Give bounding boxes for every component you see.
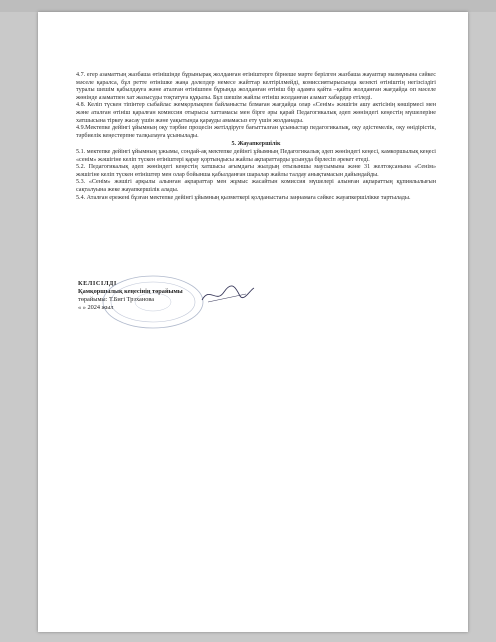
paragraph-4-8: 4.8. Келіп түскен тіпінтер сыбайлас жемқорлықпен байланысты блмаған жағдайда олар «Сенім» жәшігін ашу актісінің көшірмесі мен және аталған өтініш қаралған комиссия отырысы хаттамасы мен бірге әры қарай Педагогикалық әдеп жөніндегі кеңестің мүшелеріне хатшысына тіркеу жасау үшін және уақытында қарауды амамасыз ету үшін жолданады. bbox=[76, 102, 436, 124]
document-body bbox=[76, 72, 436, 202]
document-page bbox=[38, 12, 468, 632]
agreed-label: КЕЛІСІЛДІ bbox=[78, 280, 117, 287]
round-stamp-icon bbox=[98, 272, 208, 332]
paragraph-4-7: 4.7. егер азаматтың жазбаша өтінішінде бұрынырақ жолданған өтініштерге бірнеше мәрте берілген жазбаша жауаптар мазмұнына сәйкес мәселе қаралса, бұл ретте өтінішке жаңа дәлелдер немесе жайттар келтірілмейді, комиссиятырысында кезекті өтініштің негізсіздігі туралы шешім қабылдауға және аталған өтінішпен бұрында жолданған өтініш бір адамға қайта –қайта жолданған жағдайда оп мәселе жөнінде азаматпен хат жазысуды тоқтатуға құқылы. Бұл шешім жайлы өтініш жолданған азамат хабардар етіледі. bbox=[76, 72, 436, 101]
paragraph-4-9: 4.9.Мектепке дейінгі ұйымның оқу тәрбие процесін жетілдіруге бағытталған ұсыныстар педагогикалық, оқу әдістемелік, оқу өнідірістік, тәрбиелік кеңестерпне талқылауға ұсынылады. bbox=[76, 125, 436, 139]
signature-date: « » 2024 жыл bbox=[78, 304, 114, 311]
paragraph-5-1: 5.1. мектепке дейінгі ұйымның ұжымы, сондай-ақ мектепке дейінгі ұйымның Педагогикалық әдеп жөніндегі кеңесі, камкоршылық кеңесі «сенім» жәшігіне келіп түскен өтініштері қарау қортындысы жайлы ақпараттарды ұсынуда бірлесіп әрекет етеді. bbox=[76, 148, 436, 163]
signatory-name: төрайымы: Т.Бигі Трзханова bbox=[78, 296, 155, 303]
paragraph-5-3: 5.3. «Сенім» жәшігі арқылы алынған ақпараттар мен жұмыс жасайтын комиссия мүшелері алынған ақпараттың құпиялылығын сақталуына жеке жауапкершілік алады. bbox=[76, 179, 436, 193]
signatory-title: Қамқоршылық кеңесінің төрайымы bbox=[78, 288, 183, 295]
handwritten-signature-icon bbox=[198, 282, 258, 308]
viewer-toolbar-strip bbox=[0, 0, 496, 12]
paragraph-5-4: 5.4. Аталған ереженi бұзған мектепке дейінгі ұйымның қызметкері қолданыстағы заңнамаға сәйкес жауапкершілікке тартылады. bbox=[76, 194, 411, 201]
signature-block bbox=[78, 280, 298, 312]
section-title: 5. Жауапкершілік bbox=[231, 141, 281, 148]
paragraph-5-2: 5.2. Педагогикалық әдеп жөніндегі кеңестің хатшысы ағымдағы жылдың отызыншы маусымына және 31 желтоқсанына «Сенім» жәшігіне келіп түскен өтініштер мен олар бойынша қабылданған шаралар жайлы талдау анықтамасын дайындайды. bbox=[76, 164, 436, 178]
